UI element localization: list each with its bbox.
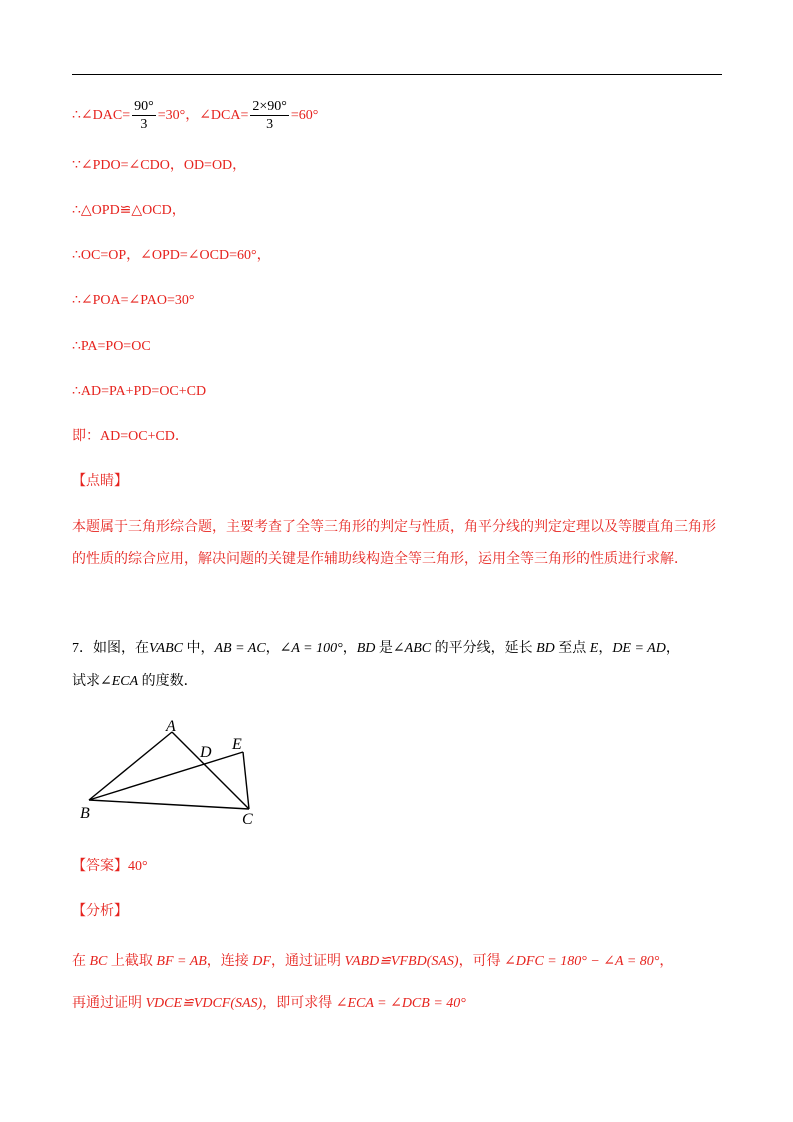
label-d: D bbox=[200, 744, 212, 761]
math-expr: ∠DFC = 180° − ∠A = 80° bbox=[504, 954, 660, 969]
label-e: E bbox=[232, 736, 242, 753]
math-expr: ∠ECA = ∠DCB = 40° bbox=[335, 996, 466, 1011]
text-segment: 再通过证明 bbox=[72, 996, 146, 1011]
math-expr: ∠A = 100° bbox=[279, 641, 343, 656]
analysis-heading: 【分析】 bbox=[72, 904, 128, 919]
math-expr: AB = AC bbox=[214, 641, 266, 656]
math-expr: BD bbox=[356, 641, 376, 656]
math-expr: DE = AD bbox=[612, 641, 666, 656]
answer-line bbox=[72, 858, 148, 876]
math-expr: BC bbox=[89, 954, 108, 969]
header-rule bbox=[72, 74, 722, 75]
analysis-line-2 bbox=[72, 995, 466, 1013]
math-expr: DF bbox=[252, 954, 271, 969]
label-a: A bbox=[166, 718, 176, 735]
label-b: B bbox=[80, 805, 90, 822]
text-segment: =30°，∠DCA= bbox=[157, 108, 249, 123]
text-segment: 试求 bbox=[72, 674, 100, 689]
solution-line-7: ∴AD=PA+PD=OC+CD bbox=[72, 384, 207, 399]
segment-ab bbox=[89, 732, 172, 800]
problem-7-line-2 bbox=[72, 673, 198, 691]
text-segment: 是 bbox=[375, 641, 393, 656]
solution-line-6: ∴PA=PO=OC bbox=[72, 339, 151, 354]
text-segment: ， bbox=[265, 641, 280, 656]
segment-ec bbox=[243, 752, 249, 809]
text-segment: 的平分线，延长 bbox=[431, 641, 537, 656]
dianjing-text-2: 的性质的综合应用，解决问题的关键是作辅助线构造全等三角形，运用全等三角形的性质进行求解． bbox=[72, 552, 688, 567]
solution-line-8: 即：AD=OC+CD． bbox=[72, 429, 189, 444]
text-segment: 上截取 bbox=[107, 954, 157, 969]
fraction-dca bbox=[250, 98, 289, 133]
fraction-denominator: 3 bbox=[140, 117, 148, 133]
solution-line-4: ∴OC=OP，∠OPD=∠OCD=60°， bbox=[72, 248, 271, 263]
fraction-numerator: 2×90° bbox=[252, 99, 287, 115]
analysis-line-1 bbox=[72, 953, 673, 971]
math-expr: E bbox=[589, 641, 599, 656]
label-c: C bbox=[242, 811, 253, 828]
text-segment: ，连接 bbox=[206, 954, 253, 969]
math-expr: VABD≌VFBD(SAS) bbox=[344, 954, 459, 969]
text-segment: =60° bbox=[290, 108, 319, 123]
math-expr: BF = AB bbox=[156, 954, 207, 969]
fraction-numerator: 90° bbox=[134, 99, 154, 115]
math-expr: ∠ABC bbox=[392, 641, 432, 656]
solution-line-5: ∴∠POA=∠PAO=30° bbox=[72, 293, 195, 308]
solution-line-2: ∵∠PDO=∠CDO，OD=OD， bbox=[72, 158, 247, 173]
dianjing-text-1: 本题属于三角形综合题，主要考查了全等三角形的判定与性质，角平分线的判定定理以及等腰直角三角形 bbox=[72, 520, 716, 535]
text-segment: ，即可求得 bbox=[262, 996, 336, 1011]
text-segment: ， bbox=[659, 954, 674, 969]
math-expr: VDCE≌VDCF(SAS) bbox=[145, 996, 263, 1011]
text-segment: ，通过证明 bbox=[270, 954, 345, 969]
math-expr: BD bbox=[536, 641, 555, 656]
solution-line-1 bbox=[72, 94, 318, 138]
answer-value: 40° bbox=[128, 859, 148, 874]
text-segment: ， bbox=[342, 641, 357, 656]
math-expr: ∠ECA bbox=[100, 674, 139, 689]
text-segment: ∴∠DAC= bbox=[72, 108, 131, 123]
dianjing-heading: 【点睛】 bbox=[72, 474, 128, 489]
solution-line-3: ∴△OPD≌△OCD， bbox=[72, 203, 186, 218]
fraction-dac bbox=[132, 98, 156, 133]
text-segment: ， bbox=[598, 641, 613, 656]
problem-7-line-1 bbox=[72, 640, 680, 658]
math-expr: VABC bbox=[149, 641, 183, 656]
text-segment: 的度数． bbox=[138, 674, 198, 689]
segment-be bbox=[89, 752, 243, 800]
answer-heading: 【答案】 bbox=[72, 859, 128, 874]
fraction-denominator: 3 bbox=[266, 117, 274, 133]
text-segment: ，可得 bbox=[458, 954, 505, 969]
text-segment: 在 bbox=[72, 954, 90, 969]
text-segment: ， bbox=[665, 641, 680, 656]
triangle-figure bbox=[72, 716, 272, 836]
segment-bc bbox=[89, 800, 249, 809]
text-segment: 至点 bbox=[554, 641, 590, 656]
text-segment: 7．如图，在 bbox=[72, 641, 149, 656]
text-segment: 中， bbox=[182, 641, 215, 656]
